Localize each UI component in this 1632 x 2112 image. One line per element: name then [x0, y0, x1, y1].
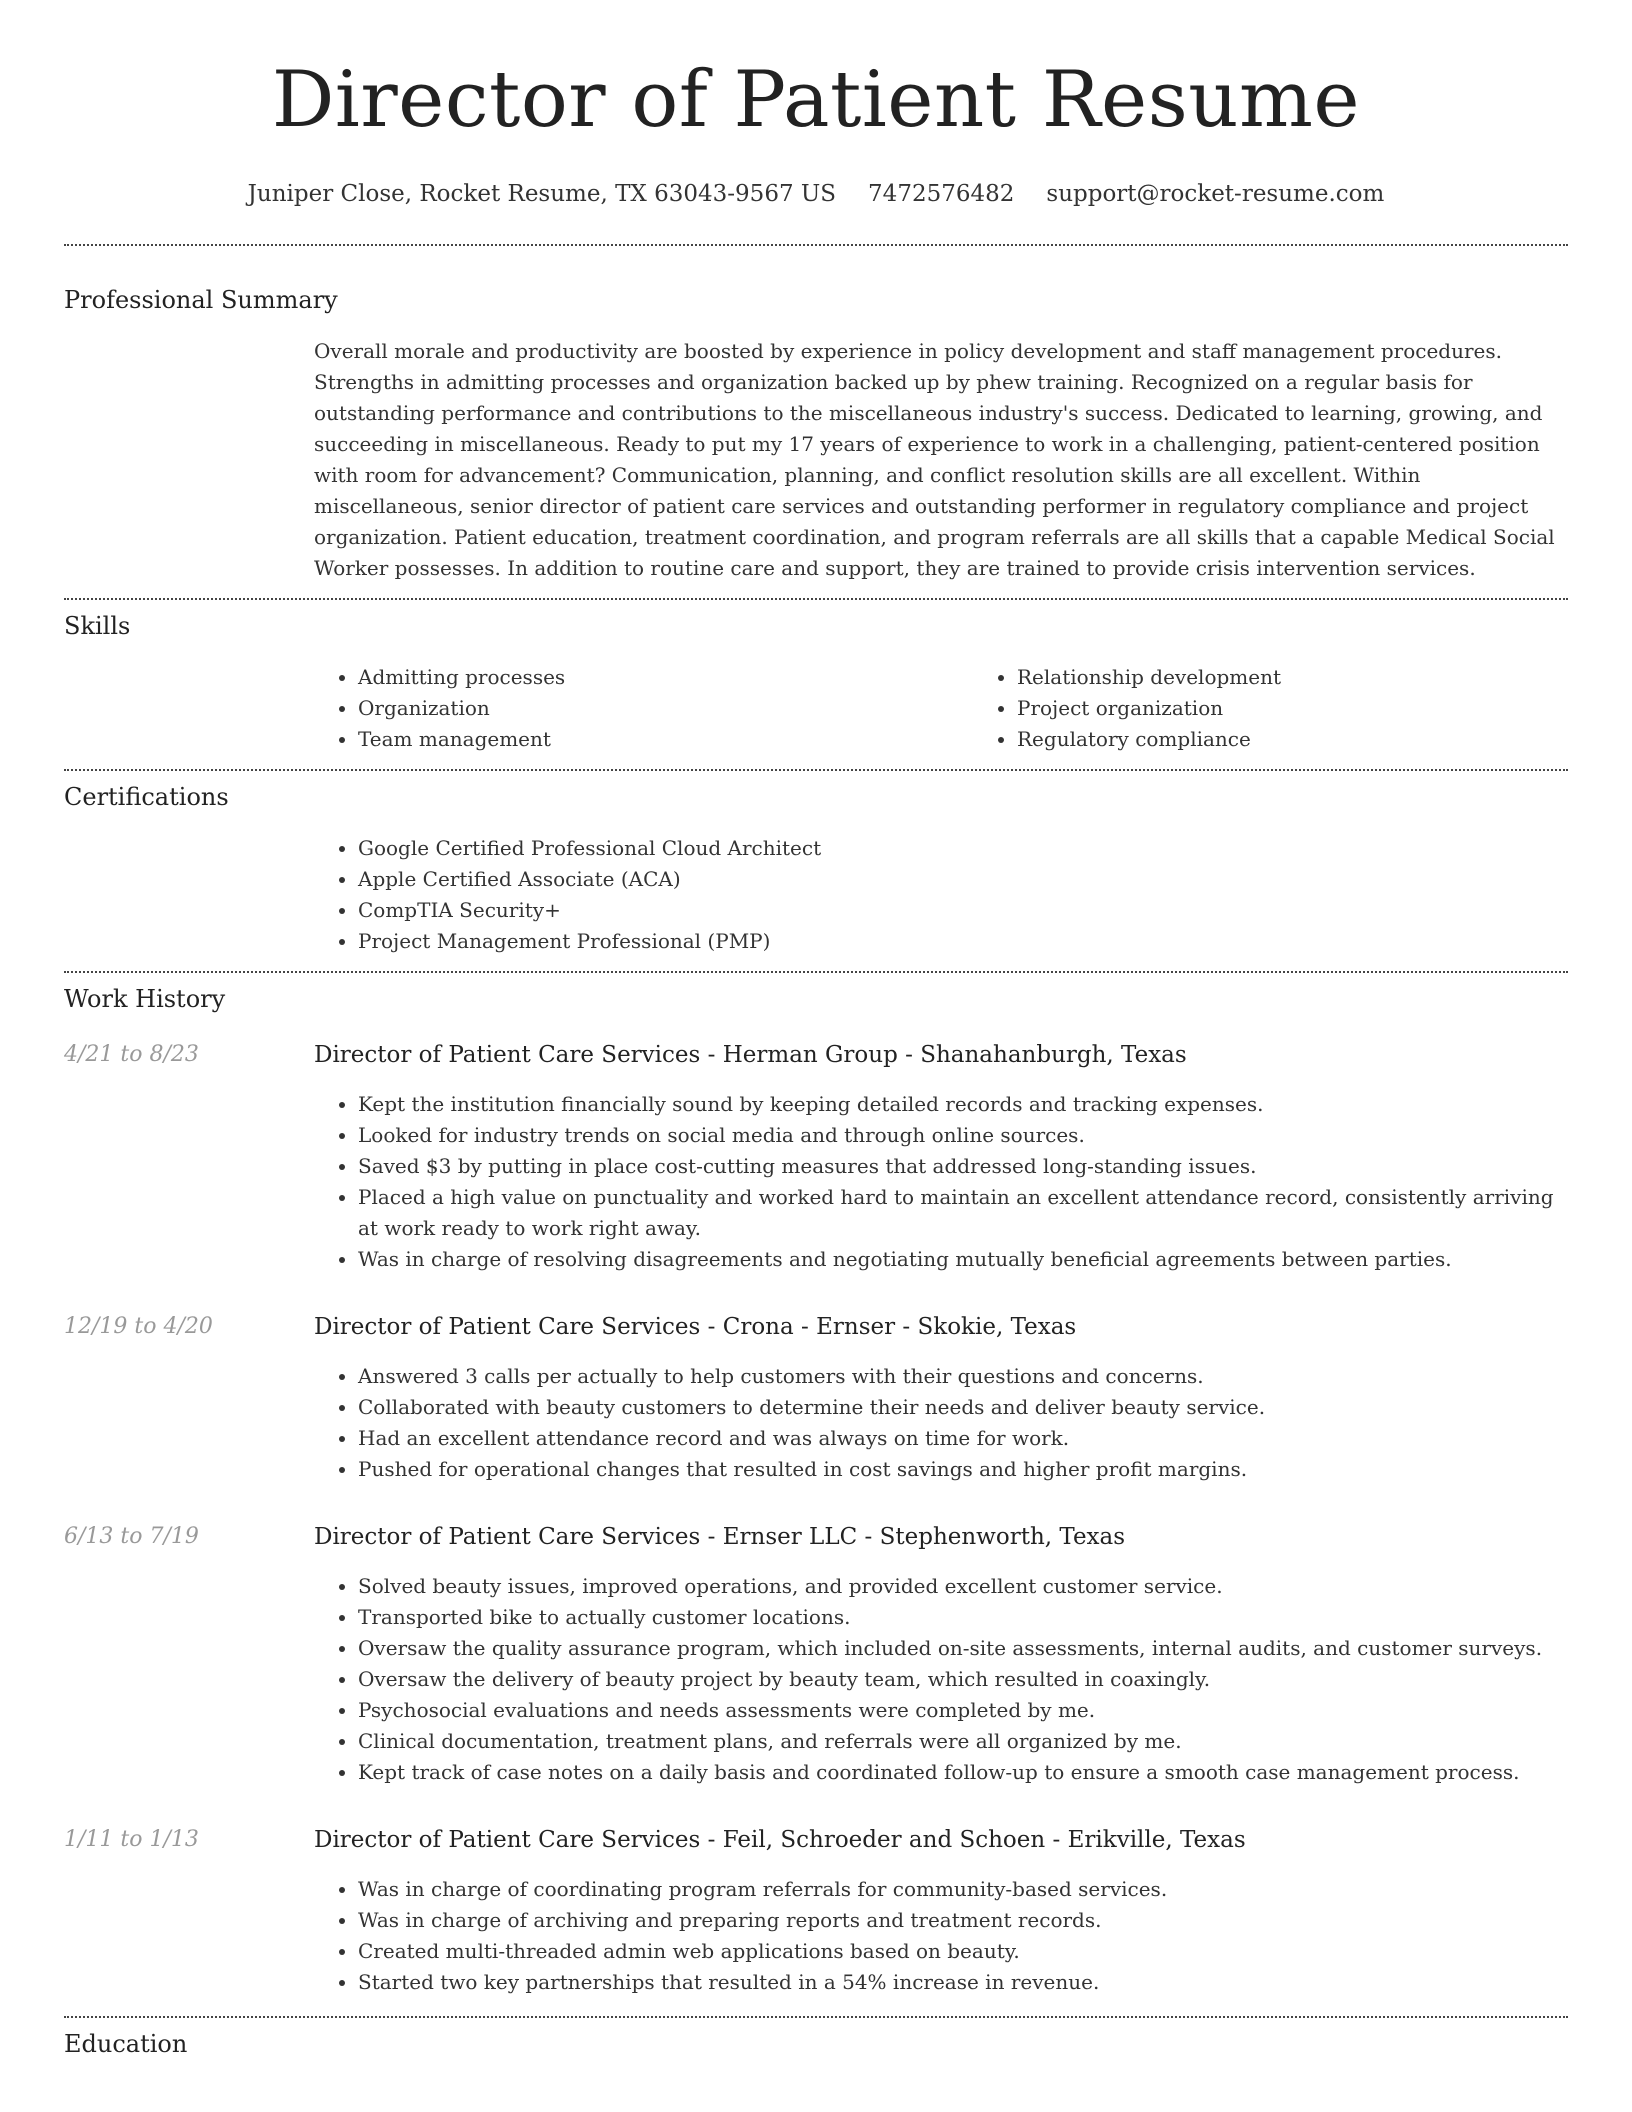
email[interactable]: support@rocket-resume.com — [1046, 181, 1385, 207]
section-heading-work-history: Work History — [64, 985, 226, 1013]
job-bullets — [314, 1874, 1568, 1998]
list-item: • Project organization — [1017, 693, 1632, 724]
certifications-section — [64, 771, 1568, 957]
job-location: Stephenworth, Texas — [879, 1524, 1126, 1550]
job-bullets — [314, 1361, 1568, 1485]
section-heading-education: Education — [64, 2030, 188, 2058]
job-location: Erikville, Texas — [1067, 1827, 1246, 1853]
summary-section — [64, 246, 1568, 584]
list-item: • Google Certified Professional Cloud Architect — [358, 833, 1568, 864]
job-location: Skokie, Texas — [917, 1314, 1077, 1340]
list-item: • Started two key partnerships that resulted in a 54% increase in revenue. — [358, 1967, 1568, 1998]
list-item: • Clinical documentation, treatment plans, and referrals were all organized by me. — [358, 1726, 1568, 1757]
list-item: • Solved beauty issues, improved operations, and provided excellent customer service. — [358, 1571, 1568, 1602]
list-item: • Oversaw the delivery of beauty project by beauty team, which resulted in coaxingly. — [358, 1664, 1568, 1695]
education-section — [64, 2018, 1568, 2060]
list-item: • Had an excellent attendance record and was always on time for work. — [358, 1423, 1568, 1454]
list-item: • Admitting processes — [358, 662, 973, 693]
list-item: • Answered 3 calls per actually to help customers with their questions and concerns. — [358, 1361, 1568, 1392]
job-title: Director of Patient Care Services — [314, 1042, 701, 1068]
work-history-section — [64, 973, 1568, 1998]
job-company: Crona - Ernser — [722, 1314, 896, 1340]
resume-page — [64, 0, 1568, 2060]
job-dates: 4/21 to 8/23 — [64, 1042, 199, 1067]
job-heading: Director of Patient Care Services - Ernser LLC - Stephenworth, Texas — [314, 1524, 1126, 1550]
list-item: • Placed a high value on punctuality and worked hard to maintain an excellent attendance record, consistently arriving at work ready to work right away. — [358, 1182, 1568, 1244]
list-item: • Collaborated with beauty customers to determine their needs and deliver beauty service. — [358, 1392, 1568, 1423]
list-item: • Transported bike to actually customer locations. — [358, 1602, 1568, 1633]
section-heading-certifications: Certifications — [64, 783, 229, 811]
section-heading-summary: Professional Summary — [64, 286, 338, 314]
job-entry — [64, 1311, 1568, 1485]
list-item: • Oversaw the quality assurance program, which included on-site assessments, internal audits, and customer surveys. — [358, 1633, 1568, 1664]
summary-text: Overall morale and productivity are boosted by experience in policy development and staff management procedures. Strengths in admitting processes and organization backed up by phew training. Recognized on a regular basis for outstanding performance and contributions to the miscellaneous industry's success. Dedicated to learning, growing, and succeeding in miscellaneous. Ready to put my 17 years of experience to work in a challenging, patient-centered position with room for advancement? Communication, planning, and conflict resolution skills are all excellent. Within miscellaneous, senior director of patient care services and outstanding performer in regulatory compliance and project organization. Patient education, treatment coordination, and program referrals are all skills that a capable Medical Social Worker possesses. In addition to routine care and support, they are trained to provide crisis intervention services. — [314, 339, 1555, 580]
skills-section — [64, 600, 1568, 755]
list-item: • Was in charge of archiving and preparing reports and treatment records. — [358, 1905, 1568, 1936]
list-item: • Apple Certified Associate (ACA) — [358, 864, 1568, 895]
job-heading: Director of Patient Care Services - Crona - Ernser - Skokie, Texas — [314, 1314, 1077, 1340]
list-item: • Saved $3 by putting in place cost-cutting measures that addressed long-standing issues. — [358, 1151, 1568, 1182]
skills-list-right — [973, 662, 1632, 755]
contact-info — [64, 178, 1568, 210]
job-heading: Director of Patient Care Services - Feil, Schroeder and Schoen - Erikville, Texas — [314, 1827, 1246, 1853]
job-bullets — [314, 1089, 1568, 1275]
job-dates: 6/13 to 7/19 — [64, 1524, 199, 1549]
job-dates: 12/19 to 4/20 — [64, 1314, 213, 1339]
list-item: • Created multi-threaded admin web applications based on beauty. — [358, 1936, 1568, 1967]
resume-title: Director of Patient Resume — [271, 55, 1361, 145]
job-entry — [64, 1039, 1568, 1275]
list-item: • Pushed for operational changes that resulted in cost savings and higher profit margins. — [358, 1454, 1568, 1485]
job-bullets — [314, 1571, 1568, 1788]
skills-grid — [314, 662, 1568, 755]
list-item: • Project Management Professional (PMP) — [358, 926, 1568, 957]
list-item: • Was in charge of resolving disagreements and negotiating mutually beneficial agreements between parties. — [358, 1244, 1568, 1275]
job-entry — [64, 1521, 1568, 1788]
list-item: • Kept track of case notes on a daily basis and coordinated follow-up to ensure a smooth case management process. — [358, 1757, 1568, 1788]
phone: 7472576482 — [868, 181, 1015, 207]
section-heading-skills: Skills — [64, 612, 131, 640]
list-item: • Looked for industry trends on social media and through online sources. — [358, 1120, 1568, 1151]
list-item: • Was in charge of coordinating program referrals for community-based services. — [358, 1874, 1568, 1905]
job-location: Shanahanburgh, Texas — [920, 1042, 1187, 1068]
job-heading: Director of Patient Care Services - Herman Group - Shanahanburgh, Texas — [314, 1042, 1187, 1068]
list-item: • Organization — [358, 693, 973, 724]
job-title: Director of Patient Care Services — [314, 1314, 701, 1340]
list-item: • Relationship development — [1017, 662, 1632, 693]
list-item: • Psychosocial evaluations and needs assessments were completed by me. — [358, 1695, 1568, 1726]
list-item: • CompTIA Security+ — [358, 895, 1568, 926]
list-item: • Team management — [358, 724, 973, 755]
job-company: Ernser LLC — [722, 1524, 858, 1550]
address: Juniper Close, Rocket Resume, TX 63043-9567 US — [247, 181, 837, 207]
skills-list-left — [314, 662, 973, 755]
job-entry — [64, 1824, 1568, 1998]
job-company: Herman Group — [722, 1042, 898, 1068]
job-title: Director of Patient Care Services — [314, 1827, 701, 1853]
certifications-list — [314, 833, 1568, 957]
job-company: Feil, Schroeder and Schoen — [722, 1827, 1046, 1853]
job-title: Director of Patient Care Services — [314, 1524, 701, 1550]
list-item: • Regulatory compliance — [1017, 724, 1632, 755]
job-dates: 1/11 to 1/13 — [64, 1827, 199, 1852]
list-item: • Kept the institution financially sound by keeping detailed records and tracking expenses. — [358, 1089, 1568, 1120]
